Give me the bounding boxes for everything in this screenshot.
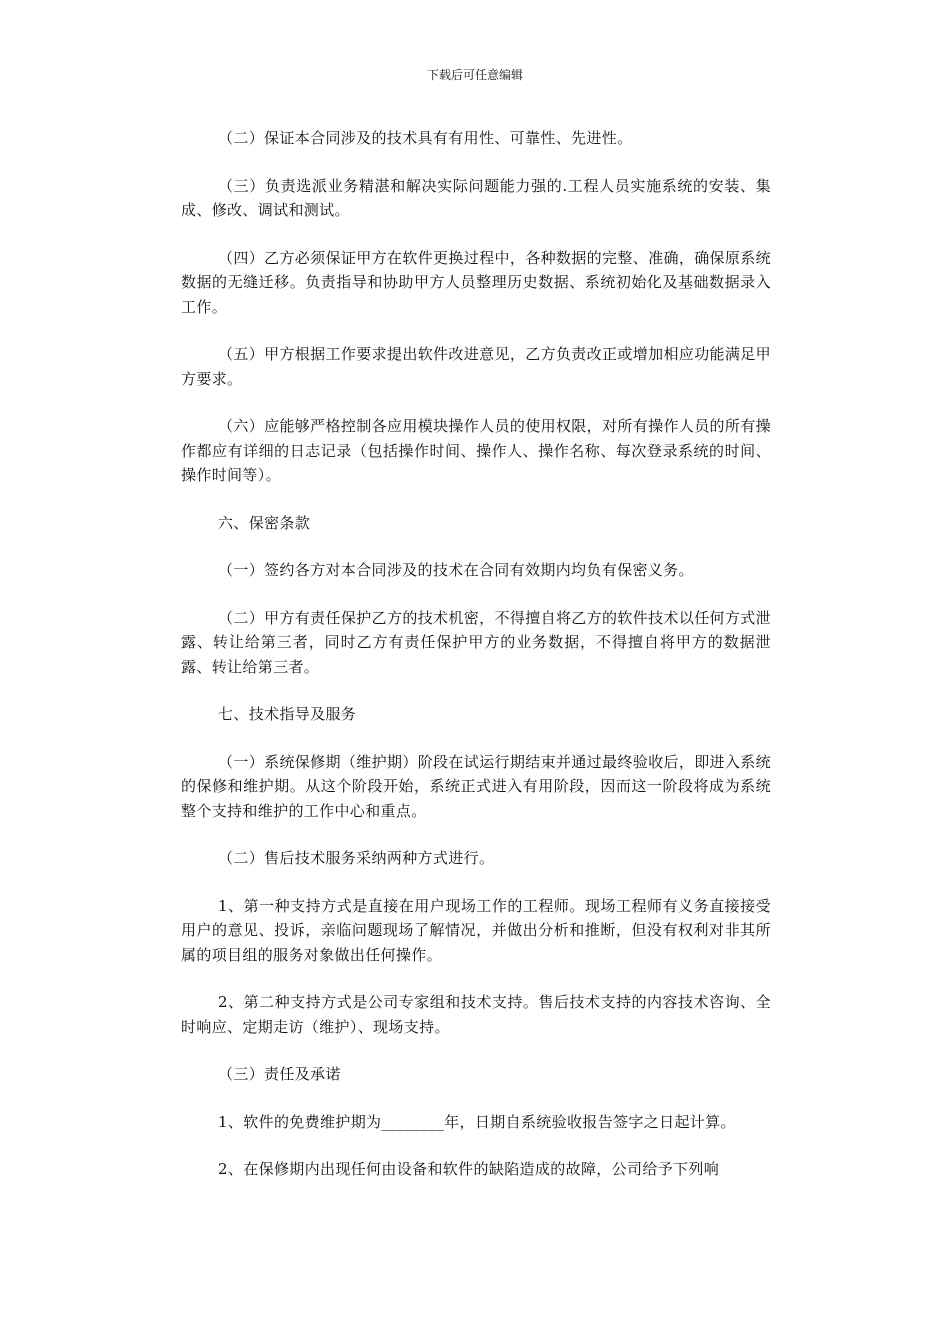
paragraph: 1、软件的免费维护期为________年，日期自系统验收报告签字之日起计算。 [218,1112,736,1131]
section-heading: 六、保密条款 [218,513,311,532]
section-heading: 七、技术指导及服务 [218,705,357,723]
document-body [181,126,771,1205]
paragraph: （六）应能够严格控制各应用模块操作人员的使用权限，对所有操作人员的所有操作都应有详细的日志记录（包括操作时间、操作人、操作名称、每次登录系统的时间、操作时间等）。 [181,417,771,484]
paragraph: （五）甲方根据工作要求提出软件改进意见，乙方负责改正或增加相应功能满足甲方要求。 [181,345,771,388]
paragraph: 2、第二种支持方式是公司专家组和技术支持。售后技术支持的内容技术咨询、全时响应、定期走访（维护）、现场支持。 [181,993,771,1036]
paragraph: （二）售后技术服务采纳两种方式进行。 [218,849,495,867]
paragraph: （四）乙方必须保证甲方在软件更换过程中，各种数据的完整、准确，确保原系统数据的无缝迁移。负责指导和协助甲方人员整理历史数据、系统初始化及基础数据录入工作。 [181,248,771,316]
paragraph: （一）系统保修期（维护期）阶段在试运行期结束并通过最终验收后，即进入系统的保修和维护期。从这个阶段开始，系统正式进入有用阶段，因而这一阶段将成为系统整个支持和维护的工作中心和重点。 [181,752,771,820]
paragraph: （二）甲方有责任保护乙方的技术机密，不得擅自将乙方的软件技术以任何方式泄露、转让给第三者，同时乙方有责任保护甲方的业务数据，不得擅自将甲方的数据泄露、转让给第三者。 [181,608,771,676]
section-heading: （三）责任及承诺 [218,1065,341,1083]
paragraph: （二）保证本合同涉及的技术具有有用性、可靠性、先进性。 [218,129,633,147]
paragraph: 2、在保修期内出现任何由设备和软件的缺陷造成的故障，公司给予下列响 [218,1160,720,1178]
paragraph: 1、第一种支持方式是直接在用户现场工作的工程师。现场工程师有义务直接接受用户的意见、投诉，亲临问题现场了解情况，并做出分析和推断，但没有权利对非其所属的项目组的服务对象做出任何操作。 [181,896,771,964]
page-header: 下载后可任意编辑 [426,68,523,82]
paragraph: （一）签约各方对本合同涉及的技术在合同有效期内均负有保密义务。 [218,561,694,579]
paragraph: （三）负责选派业务精湛和解决实际问题能力强的.工程人员实施系统的安装、集成、修改、调试和测试。 [181,176,771,219]
